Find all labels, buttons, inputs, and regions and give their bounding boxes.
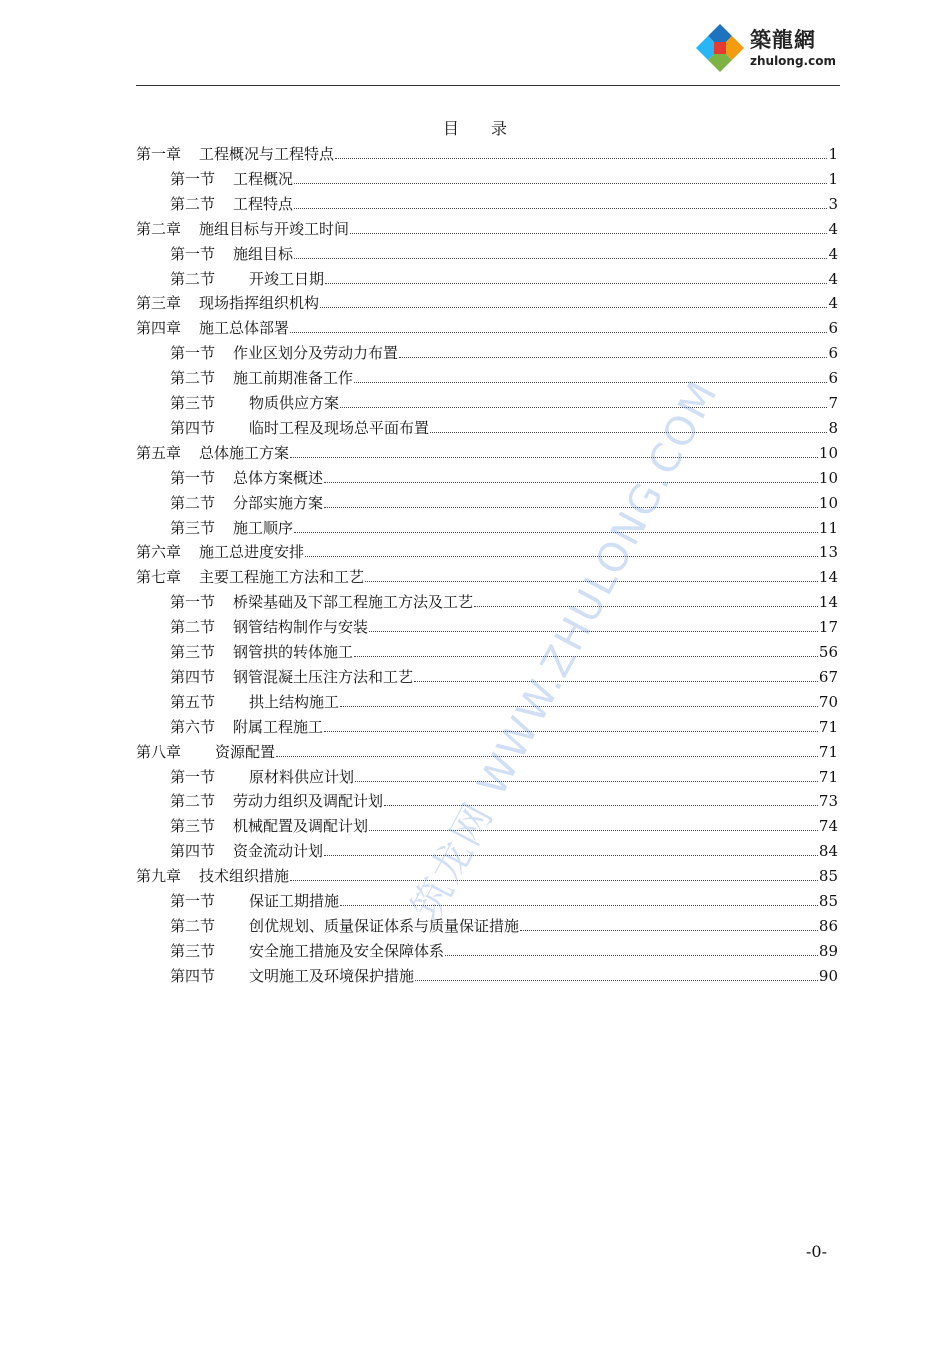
toc-entry-number: 第二节 [170, 195, 216, 213]
toc-entry-title: 施工顺序 [233, 519, 294, 537]
toc-entry-page: 4 [828, 270, 838, 288]
toc-entry-title: 安全施工措施及安全保障体系 [249, 942, 445, 960]
toc-entry-page: 71 [818, 768, 838, 786]
toc-entry-number: 第二节 [170, 618, 216, 636]
toc-entry-title: 现场指挥组织机构 [199, 294, 320, 312]
toc-entry-page: 67 [818, 668, 838, 686]
toc-leader-dots [294, 183, 827, 184]
zhulong-logo [694, 22, 844, 76]
toc-leader-dots [340, 706, 818, 707]
toc-entry-title: 资金流动计划 [233, 842, 324, 860]
toc-leader-dots [320, 307, 827, 308]
toc-entry-number: 第四节 [170, 419, 216, 437]
toc-entry-number: 第一节 [170, 768, 216, 786]
toc-title [0, 116, 950, 139]
toc-entry-number: 第四节 [170, 668, 216, 686]
toc-section-entry[interactable] [170, 339, 838, 363]
toc-entry-title: 临时工程及现场总平面布置 [249, 419, 430, 437]
toc-entry-number: 第五节 [170, 693, 216, 711]
header-divider [136, 85, 840, 86]
logo-english-text: zhulong.com [750, 54, 836, 68]
toc-entry-number: 第二节 [170, 369, 216, 387]
toc-entry-number: 第五章 [136, 444, 182, 462]
toc-leader-dots [324, 855, 818, 856]
toc-entry-page: 4 [828, 245, 838, 263]
toc-entry-number: 第三节 [170, 519, 216, 537]
toc-leader-dots [324, 507, 818, 508]
toc-section-entry[interactable] [170, 165, 838, 189]
toc-section-entry[interactable] [170, 638, 838, 662]
toc-leader-dots [335, 158, 827, 159]
toc-entry-title: 物质供应方案 [249, 394, 340, 412]
toc-entry-title: 施工前期准备工作 [233, 369, 354, 387]
toc-entry-page: 71 [818, 743, 838, 761]
toc-entry-title: 施工总体部署 [199, 319, 290, 337]
toc-entry-title: 开竣工日期 [249, 270, 325, 288]
toc-leader-dots [294, 208, 827, 209]
toc-entry-title: 钢管混凝土压注方法和工艺 [233, 668, 414, 686]
toc-leader-dots [305, 556, 818, 557]
toc-entry-page: 10 [818, 494, 838, 512]
toc-entry-number: 第一节 [170, 170, 216, 188]
toc-leader-dots [399, 357, 827, 358]
toc-section-entry[interactable] [170, 912, 838, 936]
toc-entry-number: 第三节 [170, 643, 216, 661]
watermark: 筑龙网 WWW.ZHULONG.COM [403, 372, 728, 928]
toc-leader-dots [290, 332, 827, 333]
toc-entry-page: 1 [828, 145, 838, 163]
toc-entry-page: 11 [818, 519, 838, 537]
toc-entry-title: 作业区划分及劳动力布置 [233, 344, 399, 362]
toc-entry-number: 第三章 [136, 294, 182, 312]
toc-entry-number: 第三节 [170, 942, 216, 960]
toc-entry-title: 桥梁基础及下部工程施工方法及工艺 [233, 593, 474, 611]
toc-entry-number: 第四节 [170, 967, 216, 985]
toc-entry-page: 1 [828, 170, 838, 188]
toc-chapter-entry[interactable] [136, 563, 838, 587]
toc-section-entry[interactable] [170, 265, 838, 289]
toc-entry-page: 84 [818, 842, 838, 860]
toc-entry-title: 工程概况与工程特点 [199, 145, 335, 163]
toc-entry-number: 第一节 [170, 469, 216, 487]
toc-entry-title: 附属工程施工 [233, 718, 324, 736]
toc-leader-dots [474, 606, 818, 607]
toc-leader-dots [414, 681, 818, 682]
toc-entry-page: 6 [828, 344, 838, 362]
toc-chapter-entry[interactable] [136, 140, 838, 164]
toc-section-entry[interactable] [170, 514, 838, 538]
zhulong-logo-mark-icon [694, 22, 746, 74]
toc-entry-page: 73 [818, 792, 838, 810]
toc-entry-number: 第六章 [136, 543, 182, 561]
toc-entry-title: 工程特点 [233, 195, 294, 213]
toc-chapter-entry[interactable] [136, 215, 838, 239]
toc-leader-dots [520, 930, 818, 931]
toc-entry-number: 第二节 [170, 494, 216, 512]
toc-entry-page: 13 [818, 543, 838, 561]
toc-entry-page: 90 [818, 967, 838, 985]
toc-entry-page: 8 [828, 419, 838, 437]
toc-entry-title: 保证工期措施 [249, 892, 340, 910]
toc-leader-dots [445, 955, 818, 956]
toc-entry-title: 分部实施方案 [233, 494, 324, 512]
toc-entry-number: 第四章 [136, 319, 182, 337]
toc-entry-page: 17 [818, 618, 838, 636]
toc-entry-page: 56 [818, 643, 838, 661]
toc-leader-dots [324, 482, 818, 483]
toc-chapter-entry[interactable] [136, 314, 838, 338]
toc-section-entry[interactable] [170, 588, 838, 612]
toc-entry-page: 10 [818, 469, 838, 487]
toc-entry-number: 第三节 [170, 394, 216, 412]
toc-entry-title: 技术组织措施 [199, 867, 290, 885]
toc-entry-title: 总体施工方案 [199, 444, 290, 462]
toc-entry-title: 机械配置及调配计划 [233, 817, 369, 835]
page-number: -0- [806, 1242, 827, 1261]
toc-entry-title: 原材料供应计划 [249, 768, 355, 786]
toc-entry-title: 施组目标 [233, 245, 294, 263]
toc-entry-page: 86 [818, 917, 838, 935]
toc-entry-page: 74 [818, 817, 838, 835]
toc-entry-number: 第一节 [170, 245, 216, 263]
toc-entry-number: 第四节 [170, 842, 216, 860]
toc-entry-page: 7 [828, 394, 838, 412]
toc-section-entry[interactable] [170, 364, 838, 388]
toc-section-entry[interactable] [170, 240, 838, 264]
toc-chapter-entry[interactable] [136, 862, 838, 886]
logo-chinese-text: 築龍網 [750, 28, 816, 52]
toc-section-entry[interactable] [170, 837, 838, 861]
toc-entry-title: 施工总进度安排 [199, 543, 305, 561]
toc-entry-title: 创优规划、质量保证体系与质量保证措施 [249, 917, 520, 935]
toc-title-char-1: 目 [442, 119, 459, 138]
toc-entry-page: 85 [818, 892, 838, 910]
toc-section-entry[interactable] [170, 663, 838, 687]
toc-entry-title: 资源配置 [215, 743, 276, 761]
toc-entry-number: 第二章 [136, 220, 182, 238]
toc-entry-number: 第一节 [170, 344, 216, 362]
toc-entry-title: 文明施工及环境保护措施 [249, 967, 415, 985]
toc-entry-title: 劳动力组织及调配计划 [233, 792, 384, 810]
toc-entry-title: 拱上结构施工 [249, 693, 340, 711]
toc-section-entry[interactable] [170, 464, 838, 488]
toc-entry-title: 工程概况 [233, 170, 294, 188]
toc-leader-dots [294, 258, 827, 259]
toc-section-entry[interactable] [170, 962, 838, 986]
toc-entry-page: 70 [818, 693, 838, 711]
toc-leader-dots [350, 233, 827, 234]
toc-entry-page: 4 [828, 220, 838, 238]
toc-chapter-entry[interactable] [136, 538, 838, 562]
toc-leader-dots [290, 457, 818, 458]
toc-leader-dots [276, 756, 818, 757]
toc-entry-page: 85 [818, 867, 838, 885]
toc-entry-page: 6 [828, 319, 838, 337]
toc-entry-number: 第六节 [170, 718, 216, 736]
toc-leader-dots [430, 432, 827, 433]
toc-section-entry[interactable] [170, 613, 838, 637]
toc-entry-page: 4 [828, 294, 838, 312]
toc-section-entry[interactable] [170, 389, 838, 413]
toc-entry-page: 10 [818, 444, 838, 462]
toc-entry-title: 钢管结构制作与安装 [233, 618, 369, 636]
toc-entry-number: 第一节 [170, 593, 216, 611]
toc-entry-page: 14 [818, 568, 838, 586]
toc-section-entry[interactable] [170, 414, 838, 438]
toc-entry-number: 第八章 [136, 743, 182, 761]
toc-entry-page: 89 [818, 942, 838, 960]
toc-entry-page: 14 [818, 593, 838, 611]
toc-entry-number: 第二节 [170, 792, 216, 810]
toc-leader-dots [340, 407, 827, 408]
toc-entry-number: 第七章 [136, 568, 182, 586]
toc-leader-dots [290, 880, 818, 881]
toc-leader-dots [354, 382, 827, 383]
toc-entry-title: 主要工程施工方法和工艺 [199, 568, 365, 586]
toc-section-entry[interactable] [170, 887, 838, 911]
toc-entry-page: 6 [828, 369, 838, 387]
toc-section-entry[interactable] [170, 489, 838, 513]
toc-entry-number: 第一章 [136, 145, 182, 163]
toc-entry-title: 钢管拱的转体施工 [233, 643, 354, 661]
toc-entry-title: 施组目标与开竣工时间 [199, 220, 350, 238]
toc-chapter-entry[interactable] [136, 439, 838, 463]
toc-leader-dots [355, 781, 818, 782]
toc-title-char-2: 录 [491, 119, 508, 138]
toc-entry-number: 第二节 [170, 917, 216, 935]
toc-section-entry[interactable] [170, 937, 838, 961]
toc-leader-dots [324, 731, 818, 732]
toc-entry-number: 第一节 [170, 892, 216, 910]
toc-entry-page: 3 [828, 195, 838, 213]
toc-entry-number: 第二节 [170, 270, 216, 288]
toc-entry-title: 总体方案概述 [233, 469, 324, 487]
toc-leader-dots [294, 532, 818, 533]
toc-entry-number: 第三节 [170, 817, 216, 835]
toc-section-entry[interactable] [170, 190, 838, 214]
toc-entry-page: 71 [818, 718, 838, 736]
toc-leader-dots [325, 283, 827, 284]
toc-entry-number: 第九章 [136, 867, 182, 885]
toc-leader-dots [415, 980, 818, 981]
toc-chapter-entry[interactable] [136, 289, 838, 313]
